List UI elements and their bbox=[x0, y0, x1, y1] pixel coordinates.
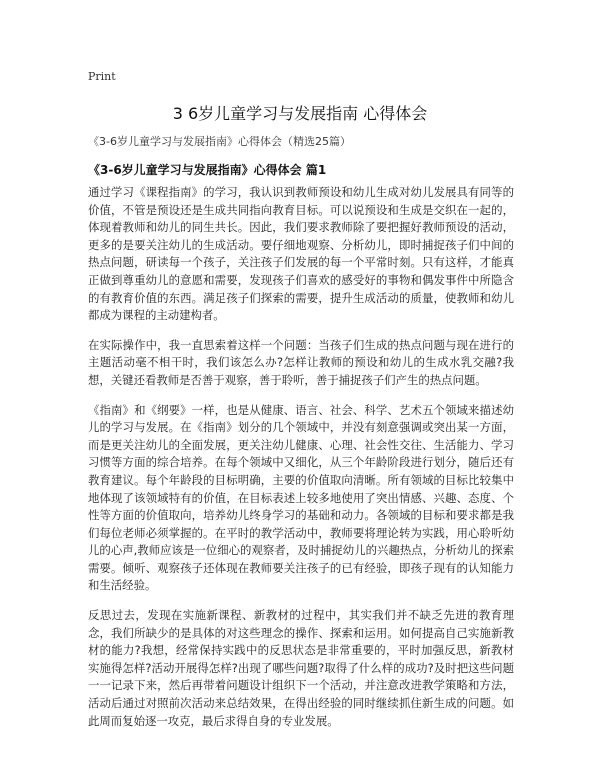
print-link[interactable]: Print bbox=[88, 70, 116, 83]
paragraph: 通过学习《课程指南》的学习，我认识到教师预设和幼儿生成对幼儿发展具有同等的价值，不管是预设还是生成共同指向教育目标。可以说预设和生成是交织在一起的，体现着教师和幼儿的同生共长。因此，我们要求教师除了要把握好教师预设的活动，更多的是要关注幼儿的生成活动。要仔细地观察、分析幼儿，即时捕捉孩子们中间的热点问题，研读每一个孩子，关注孩子们发展的每一个平常时刻。只有这样，才能真正做到尊重幼儿的意愿和需要，发现孩子们喜欢的感受好的事物和偶发事件中所隐含的有教育价值的东西。满足孩子们探索的需要，提升生成活动的质量，使教师和幼儿都成为课程的主动建构者。 bbox=[88, 185, 514, 323]
section-heading: 《3-6岁儿童学习与发展指南》心得体会 篇1 bbox=[88, 163, 327, 177]
document-subtitle: 《3-6岁儿童学习与发展指南》心得体会（精选25篇） bbox=[88, 135, 351, 148]
page-title: 3 6岁儿童学习与发展指南 心得体会 bbox=[172, 104, 428, 123]
paragraph: 《指南》和《纲要》一样，也是从健康、语言、社会、科学、艺术五个领域来描述幼儿的学习与发展。在《指南》划分的几个领域中，并没有刻意强调或突出某一方面，而是更关注幼儿的全面发展，更关注幼儿健康、心理、社会性交往、生活能力、学习习惯等方面的综合培养。在每个领域中又细化，从三个年龄阶段进行划分，随后还有教育建议。每个年龄段的目标明确，主要的价值取向清晰。所有领域的目标比较集中地体现了该领域特有的价值，在目标表述上较多地使用了突出情感、兴趣、态度、个性等方面的价值取向，培养幼儿终身学习的基础和动力。各领域的目标和要求都是我们每位老师必须掌握的。在平时的教学活动中，教师要将理论转为实践，用心聆听幼儿的心声,教师应该是一位细心的观察者，及时捕捉幼儿的兴趣热点，分析幼儿的探索需要。倾听、观察孩子还体现在教师要关注孩子的已有经验，即孩子现有的认知能力和生活经验。 bbox=[88, 402, 514, 593]
paragraph: 反思过去，发现在实施新课程、新教材的过程中，其实我们并不缺乏先进的教育理念，我们所缺少的是具体的对这些理念的操作、探索和运用。如何提高自己实施新教材的能力?我想，经常保持实践中的反思状态是非常重要的，平时加强反思，新教材实施得怎样?活动开展得怎样?出现了哪些问题?取得了什么样的成功?及时把这些问题一一记录下来，然后再带着问题设计组织下一个活动，并注意改进教学策略和方法，活动后通过对照前次活动来总结效果，在得出经验的同时继续抓住新生成的问题。如此周而复始逐一攻克，最后求得自身的专业发展。 bbox=[88, 608, 514, 728]
document-body bbox=[88, 184, 514, 742]
paragraph: 在实际操作中，我一直思索着这样一个问题：当孩子们生成的热点问题与现在进行的主题活动毫不相干时，我们该怎么办?怎样让教师的预设和幼儿的生成水乳交融?我想，关键还看教师是否善于观察，善于聆听，善于捕捉孩子们产生的热点问题。 bbox=[88, 337, 514, 387]
